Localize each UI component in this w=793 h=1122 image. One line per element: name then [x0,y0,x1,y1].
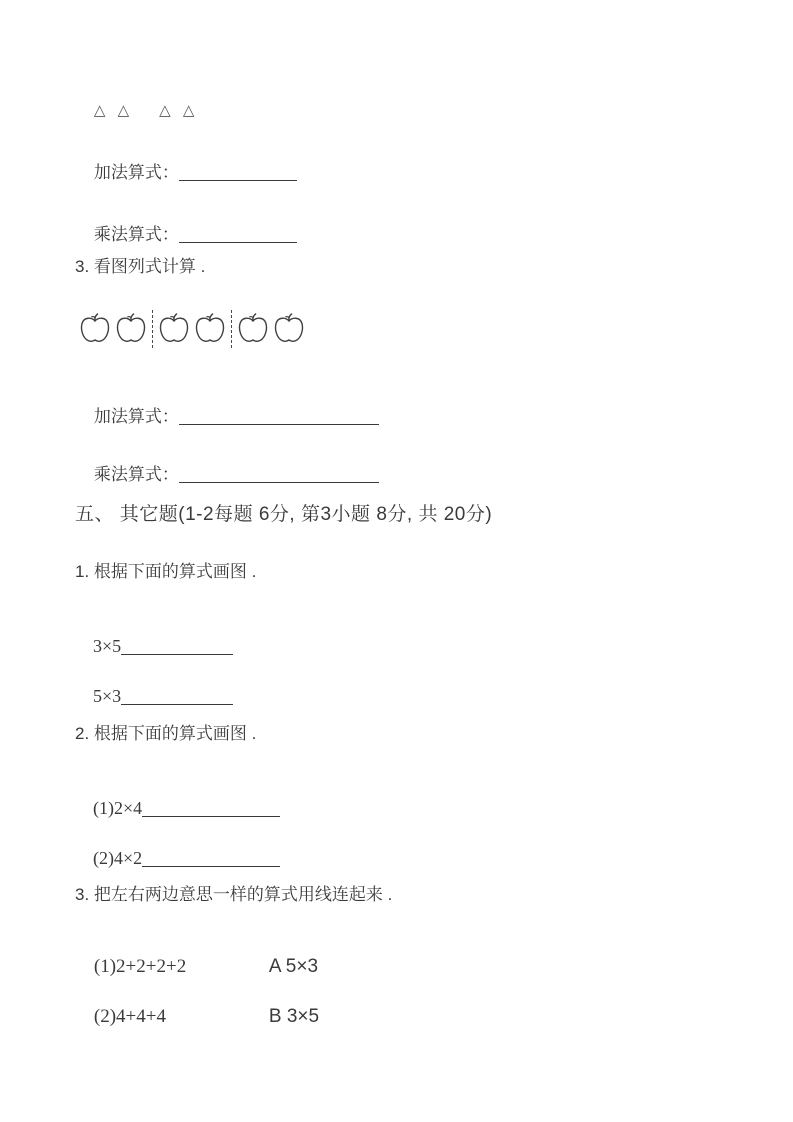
section5-q2-title: 2. 根据下面的算式画图 . [75,724,257,743]
expression-3x5: 3×5 [93,636,122,656]
section5-q3-title: 3. 把左右两边意思一样的算式用线连起来 . [75,885,393,904]
answer-blank [179,410,379,425]
section5-q1-title: 1. 根据下面的算式画图 . [75,562,257,581]
drawing-blank [142,852,280,867]
triangle-group: △ △ [159,102,199,119]
multiplication-label: 乘法算式： [93,465,179,484]
match-row [75,986,319,1048]
drawing-blank [121,640,233,655]
apple-icon [157,311,191,347]
section5-heading: 五、 其它题(1-2每题 6分, 第3小题 8分, 共 20分) [75,504,493,525]
triangle-group: △ △ [93,102,134,119]
drawing-blank [142,802,280,817]
match-right-item: A 5×3 [268,956,319,977]
expression-4x2: (2)4×2 [93,848,143,868]
multiplication-equation-row [75,440,379,505]
expression-2x4: (1)2×4 [93,798,143,818]
apple-icon [114,311,148,347]
apple-icon [78,311,112,347]
match-left-item: (1)2+2+2+2 [93,956,187,977]
apple-icon [193,311,227,347]
answer-blank [179,468,379,483]
multiplication-label: 乘法算式： [93,225,179,244]
addition-equation-row [75,138,297,203]
addition-equation-row [75,382,379,447]
answer-blank [179,228,297,243]
addition-label: 加法算式： [93,163,179,182]
drawing-blank [121,690,233,705]
triangle-picture [75,80,198,140]
answer-blank [179,166,297,181]
apple-icon [272,311,306,347]
apple-icon [236,311,270,347]
group-separator-line [231,310,232,348]
expression-5x3: 5×3 [93,686,122,706]
apple-row [77,308,307,350]
group-separator-line [152,310,153,348]
question3-title: 3. 看图列式计算 . [75,257,206,276]
match-right-item: B 3×5 [268,1006,320,1027]
match-left-item: (2)4+4+4 [93,1006,166,1027]
addition-label: 加法算式： [93,407,179,426]
